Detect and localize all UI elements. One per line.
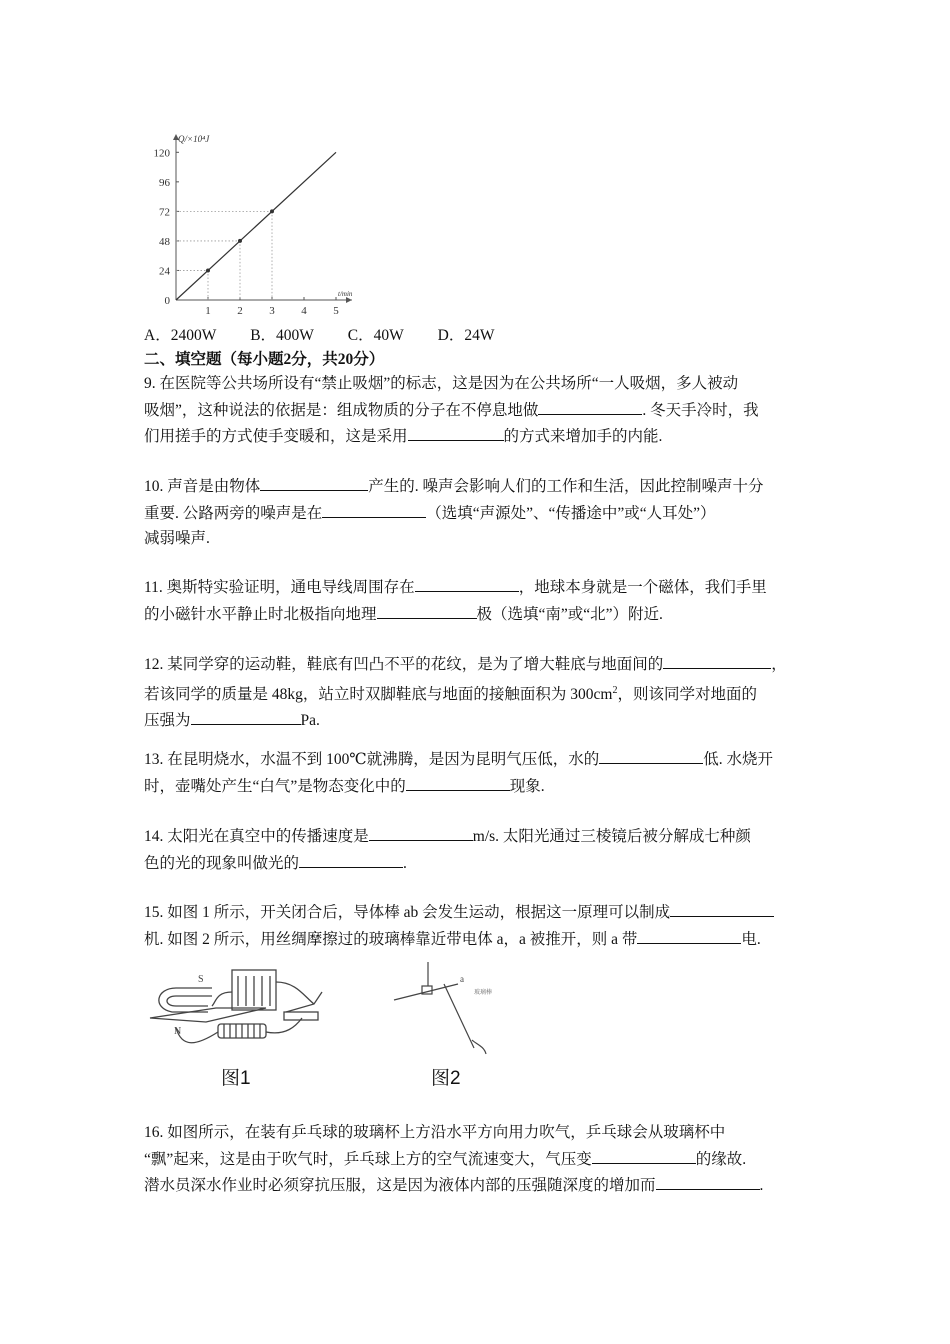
svg-text:玻璃棒: 玻璃棒: [474, 990, 493, 996]
y-tick-label: 0: [164, 295, 170, 307]
option-c: C．40W: [347, 327, 404, 344]
q13-blank-2[interactable]: [406, 773, 510, 791]
q12-sup: 2: [612, 684, 618, 696]
q15-blank-1[interactable]: [670, 899, 774, 917]
q10-blank-2[interactable]: [322, 500, 426, 518]
q12-blank-1[interactable]: [663, 651, 771, 669]
q10-line-3: 减弱噪声.: [144, 530, 210, 547]
q13-text-2b: 现象.: [509, 777, 545, 795]
q15-text-2b: 电.: [741, 930, 761, 948]
q10-text-2b: （选填“声源处”、“传播途中”或“人耳处”）: [426, 504, 716, 522]
x-axis-label: t/min: [338, 290, 353, 298]
q9-blank-1[interactable]: [538, 397, 642, 415]
q12-text-3b: Pa.: [300, 712, 320, 730]
data-point: [270, 209, 274, 213]
section-title: 二、填空题（每小题2分，共20分）: [144, 351, 385, 368]
q12-text-3a: 压强为: [144, 712, 191, 730]
q14-blank-2[interactable]: [299, 850, 403, 868]
q16-blank-2[interactable]: [656, 1172, 760, 1190]
q16-line-1: 16. 如图所示，在装有乒乓球的玻璃杯上方沿水平方向用力吹气，乒乓球会从玻璃杯中: [144, 1124, 726, 1141]
q13-text-1a: 13. 在昆明烧水，水温不到 100℃就沸腾，是因为昆明气压低，水的: [144, 751, 600, 768]
figure-2-label: 图2: [431, 1068, 461, 1089]
q15-text-2a: 机. 如图 2 所示，用丝绸摩擦过的玻璃棒靠近带电体 a，a 被推开，则 a 带: [144, 930, 638, 948]
x-tick-label: 2: [237, 305, 243, 317]
data-point: [238, 239, 242, 243]
q16-text-3b: .: [759, 1177, 764, 1194]
y-tick-label: 48: [159, 235, 170, 248]
q14-text-2b: .: [403, 854, 407, 872]
q12-text-1b: ，: [771, 656, 787, 673]
q10-text-2a: 重要. 公路两旁的噪声是在: [144, 504, 323, 522]
question-10: [144, 473, 812, 552]
q14-text-1b: m/s. 太阳光通过三棱镜后被分解成七种颜: [472, 828, 751, 845]
figure-1-label: 图1: [221, 1068, 251, 1089]
y-tick-label: 120: [153, 147, 170, 160]
q14-text-1a: 14. 太阳光在真空中的传播速度是: [144, 828, 369, 845]
y-tick-label: 72: [159, 206, 170, 219]
question-12: [144, 651, 812, 734]
option-a: A．2400W: [144, 327, 217, 344]
q12-text-2a: 若该同学的质量是 48kg，站立时双脚鞋底与地面的接触面积为 300cm: [144, 685, 613, 703]
y-tick-label: 24: [159, 265, 170, 278]
q10-blank-1[interactable]: [260, 473, 368, 491]
q11-text-1b: ，地球本身就是一个磁体，我们手里: [518, 579, 767, 596]
q16-text-2b: 的缘故.: [695, 1150, 747, 1168]
question-14: [144, 823, 812, 876]
q11-blank-2[interactable]: [377, 601, 477, 619]
chart-layer: [154, 134, 353, 317]
q14-blank-1[interactable]: [369, 823, 473, 841]
q9-text-3a: 们用搓手的方式使手变暖和，这是采用: [144, 428, 408, 445]
q13-text-2a: 时，壶嘴处产生“白气”是物态变化中的: [144, 777, 406, 795]
x-tick-label: 3: [269, 305, 275, 317]
question-9: [144, 371, 812, 450]
q16-text-2a: “飘”起来，这是由于吹气时，乒乓球上方的空气流速变大，气压变: [144, 1150, 592, 1168]
q15-blank-2[interactable]: [637, 926, 741, 944]
q13-blank-1[interactable]: [599, 746, 703, 764]
q11-text-2b: 极（选填“南”或“北”）附近.: [476, 605, 663, 623]
q12-text-1a: 12. 某同学穿的运动鞋，鞋底有凹凸不平的花纹，是为了增大鞋底与地面间的: [144, 656, 664, 673]
q9-blank-2[interactable]: [408, 423, 504, 441]
q9-text-2a: 吸烟”，这种说法的依据是：组成物质的分子在不停息地做: [144, 401, 539, 419]
q11-blank-1[interactable]: [415, 574, 519, 592]
y-tick-label: 96: [159, 176, 170, 189]
x-tick-label: 4: [301, 305, 307, 317]
series-line: [176, 152, 336, 300]
question-13: [144, 746, 812, 799]
x-tick-label: 5: [333, 305, 339, 317]
svg-text:N: N: [174, 1026, 182, 1037]
q9-line-1: 9. 在医院等公共场所设有“禁止吸烟”的标志，这是因为在公共场所“一人吸烟，多人被动: [144, 375, 739, 392]
svg-text:S: S: [198, 974, 204, 985]
question-11: [144, 574, 812, 627]
q16-text-3a: 潜水员深水作业时必须穿抗压服，这是因为液体内部的压强随深度的增加而: [144, 1177, 656, 1194]
q13-text-1b: 低. 水烧开: [703, 751, 773, 768]
figure-2-rod-apparatus: [388, 960, 498, 1060]
option-b: B．400W: [250, 327, 314, 344]
q16-blank-1[interactable]: [592, 1146, 696, 1164]
answer-options: [144, 326, 524, 346]
q11-text-2a: 的小磁针水平静止时北极指向地理: [144, 605, 377, 623]
question-15: [144, 899, 812, 952]
figure-1-motor-apparatus: [146, 962, 332, 1058]
x-tick-label: 1: [205, 305, 211, 317]
question-16: [144, 1120, 812, 1199]
q9-text-2b: . 冬天手冷时，我: [642, 401, 759, 419]
y-axis-label: Q/×10⁴J: [178, 134, 210, 144]
q15-text-1a: 15. 如图 1 所示，开关闭合后，导体棒 ab 会发生运动，根据这一原理可以制成: [144, 904, 671, 921]
data-point: [206, 268, 210, 272]
q12-blank-2[interactable]: [191, 707, 301, 725]
q9-text-3b: 的方式来增加手的内能.: [503, 428, 663, 445]
q-t-graph: [140, 128, 370, 328]
q14-text-2a: 色的光的现象叫做光的: [144, 854, 300, 872]
svg-text:a: a: [460, 974, 464, 984]
q10-text-1b: 产生的. 噪声会影响人们的工作和生活，因此控制噪声十分: [368, 478, 764, 495]
q12-text-2b: ，则该同学对地面的: [617, 685, 757, 703]
option-d: D．24W: [437, 327, 495, 344]
q10-text-1a: 10. 声音是由物体: [144, 478, 261, 495]
q11-text-1a: 11. 奥斯特实验证明，通电导线周围存在: [144, 579, 415, 596]
